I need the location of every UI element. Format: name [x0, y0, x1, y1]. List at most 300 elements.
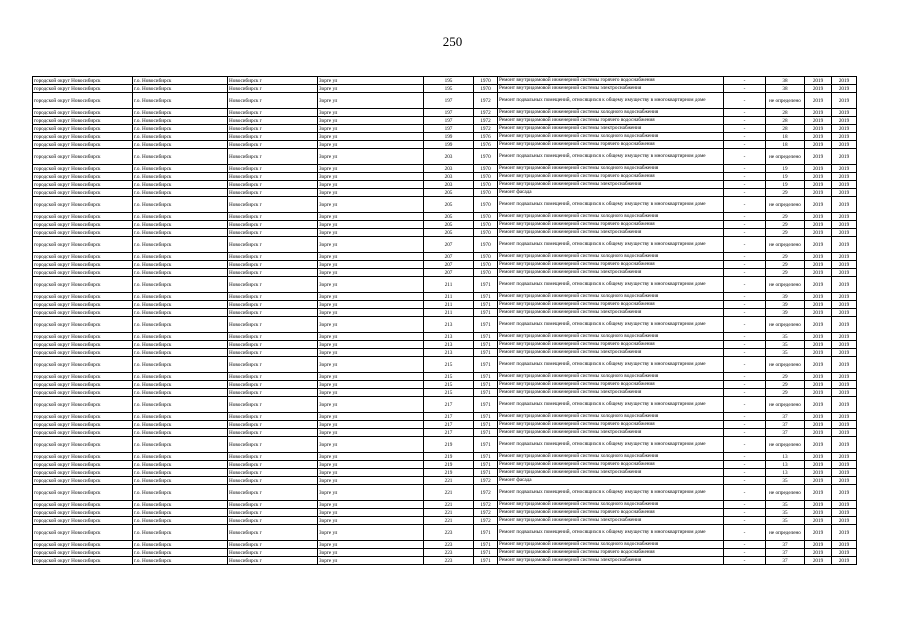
district-cell: г.о. Новосибирск — [133, 429, 228, 437]
city-cell: Новосибирск г — [228, 341, 318, 349]
street-cell: Зорге ул — [318, 117, 424, 125]
build-year-cell: 1970 — [474, 221, 498, 229]
municipality-cell: городской округ Новосибирск — [33, 469, 133, 477]
quantity-cell: не определено — [766, 397, 805, 413]
table-row — [33, 141, 857, 149]
work-type-cell: Ремонт внутридомовой инженерной системы горячего водоснабжения — [498, 381, 724, 389]
house-number-cell: 205 — [424, 229, 474, 237]
quantity-cell: 29 — [766, 261, 805, 269]
district-cell: г.о. Новосибирск — [133, 149, 228, 165]
build-year-cell: 1971 — [474, 429, 498, 437]
quantity-cell: не определено — [766, 437, 805, 453]
work-type-cell: Ремонт внутридомовой инженерной системы горячего водоснабжения — [498, 261, 724, 269]
house-number-cell: 205 — [424, 213, 474, 221]
start-year-cell: 2019 — [805, 181, 832, 189]
dash-cell: - — [724, 309, 766, 317]
build-year-cell: 1971 — [474, 293, 498, 301]
street-cell: Зорге ул — [318, 261, 424, 269]
city-cell: Новосибирск г — [228, 373, 318, 381]
street-cell: Зорге ул — [318, 341, 424, 349]
city-cell: Новосибирск г — [228, 397, 318, 413]
house-number-cell: 211 — [424, 309, 474, 317]
work-type-cell: Ремонт подвальных помещений, относящихся к общему имуществу в многоквартирном доме — [498, 197, 724, 213]
district-cell: г.о. Новосибирск — [133, 269, 228, 277]
quantity-cell: 29 — [766, 213, 805, 221]
work-type-cell: Ремонт подвальных помещений, относящихся к общему имуществу в многоквартирном доме — [498, 93, 724, 109]
dash-cell: - — [724, 501, 766, 509]
build-year-cell: 1972 — [474, 501, 498, 509]
work-type-cell: Ремонт внутридомовой инженерной системы электроснабжения — [498, 181, 724, 189]
dash-cell: - — [724, 557, 766, 565]
quantity-cell: 38 — [766, 77, 805, 85]
quantity-cell: 19 — [766, 165, 805, 173]
district-cell: г.о. Новосибирск — [133, 557, 228, 565]
street-cell: Зорге ул — [318, 197, 424, 213]
district-cell: г.о. Новосибирск — [133, 77, 228, 85]
city-cell: Новосибирск г — [228, 429, 318, 437]
street-cell: Зорге ул — [318, 541, 424, 549]
end-year-cell: 2019 — [832, 141, 857, 149]
start-year-cell: 2019 — [805, 413, 832, 421]
start-year-cell: 2019 — [805, 373, 832, 381]
build-year-cell: 1971 — [474, 421, 498, 429]
build-year-cell: 1971 — [474, 373, 498, 381]
end-year-cell: 2019 — [832, 517, 857, 525]
street-cell: Зорге ул — [318, 357, 424, 373]
house-number-cell: 217 — [424, 421, 474, 429]
end-year-cell: 2019 — [832, 389, 857, 397]
house-number-cell: 213 — [424, 317, 474, 333]
house-number-cell: 219 — [424, 453, 474, 461]
table-row — [33, 149, 857, 165]
municipality-cell: городской округ Новосибирск — [33, 357, 133, 373]
street-cell: Зорге ул — [318, 501, 424, 509]
street-cell: Зорге ул — [318, 485, 424, 501]
page-number: 250 — [442, 34, 463, 49]
district-cell: г.о. Новосибирск — [133, 117, 228, 125]
quantity-cell: 29 — [766, 269, 805, 277]
table-row — [33, 133, 857, 141]
street-cell: Зорге ул — [318, 165, 424, 173]
start-year-cell: 2019 — [805, 517, 832, 525]
street-cell: Зорге ул — [318, 277, 424, 293]
street-cell: Зорге ул — [318, 397, 424, 413]
district-cell: г.о. Новосибирск — [133, 301, 228, 309]
quantity-cell: 18 — [766, 133, 805, 141]
quantity-cell: 19 — [766, 173, 805, 181]
work-type-cell: Ремонт внутридомовой инженерной системы холодного водоснабжения — [498, 333, 724, 341]
work-type-cell: Ремонт внутридомовой инженерной системы электроснабжения — [498, 309, 724, 317]
table-row — [33, 253, 857, 261]
work-type-cell: Ремонт внутридомовой инженерной системы холодного водоснабжения — [498, 133, 724, 141]
dash-cell: - — [724, 453, 766, 461]
dash-cell: - — [724, 421, 766, 429]
quantity-cell: 35 — [766, 501, 805, 509]
dash-cell: - — [724, 541, 766, 549]
district-cell: г.о. Новосибирск — [133, 309, 228, 317]
table-row — [33, 341, 857, 349]
build-year-cell: 1972 — [474, 509, 498, 517]
district-cell: г.о. Новосибирск — [133, 517, 228, 525]
table-row — [33, 485, 857, 501]
end-year-cell: 2019 — [832, 221, 857, 229]
work-type-cell: Ремонт внутридомовой инженерной системы горячего водоснабжения — [498, 117, 724, 125]
house-number-cell: 221 — [424, 509, 474, 517]
district-cell: г.о. Новосибирск — [133, 181, 228, 189]
end-year-cell: 2019 — [832, 549, 857, 557]
dash-cell: - — [724, 229, 766, 237]
table-row — [33, 349, 857, 357]
district-cell: г.о. Новосибирск — [133, 421, 228, 429]
end-year-cell: 2019 — [832, 469, 857, 477]
build-year-cell: 1971 — [474, 541, 498, 549]
table-body — [33, 77, 857, 565]
municipality-cell: городской округ Новосибирск — [33, 541, 133, 549]
district-cell: г.о. Новосибирск — [133, 237, 228, 253]
municipality-cell: городской округ Новосибирск — [33, 477, 133, 485]
build-year-cell: 1971 — [474, 357, 498, 373]
start-year-cell: 2019 — [805, 301, 832, 309]
city-cell: Новосибирск г — [228, 237, 318, 253]
municipality-cell: городской округ Новосибирск — [33, 149, 133, 165]
work-type-cell: Ремонт подвальных помещений, относящихся к общему имуществу в многоквартирном доме — [498, 317, 724, 333]
municipality-cell: городской округ Новосибирск — [33, 165, 133, 173]
table-row — [33, 197, 857, 213]
start-year-cell: 2019 — [805, 421, 832, 429]
end-year-cell: 2019 — [832, 189, 857, 197]
quantity-cell: 28 — [766, 117, 805, 125]
municipality-cell: городской округ Новосибирск — [33, 381, 133, 389]
street-cell: Зорге ул — [318, 149, 424, 165]
municipality-cell: городской округ Новосибирск — [33, 253, 133, 261]
municipality-cell: городской округ Новосибирск — [33, 557, 133, 565]
dash-cell: - — [724, 181, 766, 189]
work-type-cell: Ремонт внутридомовой инженерной системы горячего водоснабжения — [498, 421, 724, 429]
dash-cell: - — [724, 397, 766, 413]
table-row — [33, 269, 857, 277]
build-year-cell: 1970 — [474, 197, 498, 213]
start-year-cell: 2019 — [805, 453, 832, 461]
house-number-cell: 221 — [424, 485, 474, 501]
municipality-cell: городской округ Новосибирск — [33, 373, 133, 381]
work-type-cell: Ремонт внутридомовой инженерной системы холодного водоснабжения — [498, 253, 724, 261]
district-cell: г.о. Новосибирск — [133, 501, 228, 509]
house-number-cell: 197 — [424, 117, 474, 125]
start-year-cell: 2019 — [805, 77, 832, 85]
table-row — [33, 77, 857, 85]
street-cell: Зорге ул — [318, 381, 424, 389]
start-year-cell: 2019 — [805, 261, 832, 269]
work-type-cell: Ремонт подвальных помещений, относящихся к общему имуществу в многоквартирном доме — [498, 397, 724, 413]
end-year-cell: 2019 — [832, 229, 857, 237]
municipality-cell: городской округ Новосибирск — [33, 269, 133, 277]
house-number-cell: 221 — [424, 517, 474, 525]
table-row — [33, 477, 857, 485]
street-cell: Зорге ул — [318, 253, 424, 261]
dash-cell: - — [724, 221, 766, 229]
street-cell: Зорге ул — [318, 77, 424, 85]
street-cell: Зорге ул — [318, 333, 424, 341]
dash-cell: - — [724, 341, 766, 349]
city-cell: Новосибирск г — [228, 261, 318, 269]
street-cell: Зорге ул — [318, 221, 424, 229]
table-row — [33, 277, 857, 293]
work-type-cell: Ремонт подвальных помещений, относящихся к общему имуществу в многоквартирном доме — [498, 149, 724, 165]
municipality-cell: городской округ Новосибирск — [33, 397, 133, 413]
table-row — [33, 541, 857, 549]
city-cell: Новосибирск г — [228, 509, 318, 517]
table-row — [33, 229, 857, 237]
city-cell: Новосибирск г — [228, 349, 318, 357]
house-number-cell: 197 — [424, 93, 474, 109]
table-row — [33, 109, 857, 117]
house-number-cell: 223 — [424, 525, 474, 541]
table-row — [33, 125, 857, 133]
district-cell: г.о. Новосибирск — [133, 109, 228, 117]
municipality-cell: городской округ Новосибирск — [33, 197, 133, 213]
dash-cell: - — [724, 413, 766, 421]
build-year-cell: 1970 — [474, 229, 498, 237]
work-type-cell: Ремонт внутридомовой инженерной системы холодного водоснабжения — [498, 501, 724, 509]
dash-cell: - — [724, 77, 766, 85]
dash-cell: - — [724, 549, 766, 557]
street-cell: Зорге ул — [318, 293, 424, 301]
table-row — [33, 301, 857, 309]
house-number-cell: 207 — [424, 253, 474, 261]
start-year-cell: 2019 — [805, 197, 832, 213]
district-cell: г.о. Новосибирск — [133, 397, 228, 413]
house-number-cell: 217 — [424, 429, 474, 437]
end-year-cell: 2019 — [832, 165, 857, 173]
house-number-cell: 213 — [424, 333, 474, 341]
city-cell: Новосибирск г — [228, 149, 318, 165]
city-cell: Новосибирск г — [228, 229, 318, 237]
municipality-cell: городской округ Новосибирск — [33, 117, 133, 125]
start-year-cell: 2019 — [805, 437, 832, 453]
district-cell: г.о. Новосибирск — [133, 437, 228, 453]
street-cell: Зорге ул — [318, 189, 424, 197]
start-year-cell: 2019 — [805, 221, 832, 229]
build-year-cell: 1971 — [474, 469, 498, 477]
build-year-cell: 1970 — [474, 149, 498, 165]
dash-cell: - — [724, 269, 766, 277]
quantity-cell: 19 — [766, 181, 805, 189]
build-year-cell: 1970 — [474, 189, 498, 197]
street-cell: Зорге ул — [318, 173, 424, 181]
start-year-cell: 2019 — [805, 341, 832, 349]
quantity-cell: 39 — [766, 309, 805, 317]
district-cell: г.о. Новосибирск — [133, 277, 228, 293]
street-cell: Зорге ул — [318, 109, 424, 117]
table-row — [33, 413, 857, 421]
house-number-cell: 219 — [424, 437, 474, 453]
district-cell: г.о. Новосибирск — [133, 173, 228, 181]
quantity-cell: не определено — [766, 277, 805, 293]
work-type-cell: Ремонт внутридомовой инженерной системы горячего водоснабжения — [498, 221, 724, 229]
start-year-cell: 2019 — [805, 477, 832, 485]
end-year-cell: 2019 — [832, 301, 857, 309]
district-cell: г.о. Новосибирск — [133, 317, 228, 333]
street-cell: Зорге ул — [318, 525, 424, 541]
street-cell: Зорге ул — [318, 421, 424, 429]
start-year-cell: 2019 — [805, 125, 832, 133]
work-type-cell: Ремонт внутридомовой инженерной системы холодного водоснабжения — [498, 413, 724, 421]
city-cell: Новосибирск г — [228, 197, 318, 213]
end-year-cell: 2019 — [832, 173, 857, 181]
city-cell: Новосибирск г — [228, 477, 318, 485]
dash-cell: - — [724, 141, 766, 149]
municipality-cell: городской округ Новосибирск — [33, 349, 133, 357]
work-type-cell: Ремонт подвальных помещений, относящихся к общему имуществу в многоквартирном доме — [498, 357, 724, 373]
work-type-cell: Ремонт внутридомовой инженерной системы холодного водоснабжения — [498, 293, 724, 301]
build-year-cell: 1976 — [474, 141, 498, 149]
street-cell: Зорге ул — [318, 93, 424, 109]
work-type-cell: Ремонт внутридомовой инженерной системы электроснабжения — [498, 469, 724, 477]
build-year-cell: 1971 — [474, 461, 498, 469]
street-cell: Зорге ул — [318, 557, 424, 565]
work-type-cell: Ремонт внутридомовой инженерной системы горячего водоснабжения — [498, 301, 724, 309]
city-cell: Новосибирск г — [228, 309, 318, 317]
city-cell: Новосибирск г — [228, 557, 318, 565]
municipality-cell: городской округ Новосибирск — [33, 237, 133, 253]
end-year-cell: 2019 — [832, 149, 857, 165]
municipality-cell: городской округ Новосибирск — [33, 173, 133, 181]
quantity-cell: не определено — [766, 357, 805, 373]
street-cell: Зорге ул — [318, 125, 424, 133]
dash-cell: - — [724, 389, 766, 397]
city-cell: Новосибирск г — [228, 469, 318, 477]
district-cell: г.о. Новосибирск — [133, 549, 228, 557]
start-year-cell: 2019 — [805, 429, 832, 437]
district-cell: г.о. Новосибирск — [133, 261, 228, 269]
table-row — [33, 221, 857, 229]
municipality-cell: городской округ Новосибирск — [33, 277, 133, 293]
municipality-cell: городской округ Новосибирск — [33, 77, 133, 85]
table-row — [33, 333, 857, 341]
end-year-cell: 2019 — [832, 509, 857, 517]
end-year-cell: 2019 — [832, 461, 857, 469]
quantity-cell: не определено — [766, 485, 805, 501]
build-year-cell: 1971 — [474, 413, 498, 421]
house-number-cell: 211 — [424, 277, 474, 293]
end-year-cell: 2019 — [832, 477, 857, 485]
district-cell: г.о. Новосибирск — [133, 125, 228, 133]
district-cell: г.о. Новосибирск — [133, 189, 228, 197]
dash-cell: - — [724, 165, 766, 173]
start-year-cell: 2019 — [805, 541, 832, 549]
work-type-cell: Ремонт подвальных помещений, относящихся к общему имуществу в многоквартирном доме — [498, 485, 724, 501]
city-cell: Новосибирск г — [228, 125, 318, 133]
table-row — [33, 437, 857, 453]
municipality-cell: городской округ Новосибирск — [33, 141, 133, 149]
build-year-cell: 1970 — [474, 237, 498, 253]
district-cell: г.о. Новосибирск — [133, 357, 228, 373]
dash-cell: - — [724, 117, 766, 125]
house-number-cell: 223 — [424, 541, 474, 549]
start-year-cell: 2019 — [805, 309, 832, 317]
start-year-cell: 2019 — [805, 85, 832, 93]
street-cell: Зорге ул — [318, 309, 424, 317]
municipality-cell: городской округ Новосибирск — [33, 437, 133, 453]
build-year-cell: 1971 — [474, 309, 498, 317]
city-cell: Новосибирск г — [228, 437, 318, 453]
build-year-cell: 1972 — [474, 517, 498, 525]
start-year-cell: 2019 — [805, 501, 832, 509]
dash-cell: - — [724, 333, 766, 341]
house-number-cell: 195 — [424, 77, 474, 85]
build-year-cell: 1970 — [474, 253, 498, 261]
house-number-cell: 219 — [424, 461, 474, 469]
city-cell: Новосибирск г — [228, 85, 318, 93]
start-year-cell: 2019 — [805, 93, 832, 109]
city-cell: Новосибирск г — [228, 525, 318, 541]
street-cell: Зорге ул — [318, 85, 424, 93]
city-cell: Новосибирск г — [228, 213, 318, 221]
municipality-cell: городской округ Новосибирск — [33, 389, 133, 397]
street-cell: Зорге ул — [318, 429, 424, 437]
quantity-cell: 35 — [766, 509, 805, 517]
quantity-cell: 28 — [766, 125, 805, 133]
city-cell: Новосибирск г — [228, 381, 318, 389]
street-cell: Зорге ул — [318, 269, 424, 277]
build-year-cell: 1971 — [474, 277, 498, 293]
work-type-cell: Ремонт внутридомовой инженерной системы электроснабжения — [498, 517, 724, 525]
municipality-cell: городской округ Новосибирск — [33, 341, 133, 349]
work-type-cell: Ремонт подвальных помещений, относящихся к общему имуществу в многоквартирном доме — [498, 437, 724, 453]
municipality-cell: городской округ Новосибирск — [33, 413, 133, 421]
district-cell: г.о. Новосибирск — [133, 469, 228, 477]
municipality-cell: городской округ Новосибирск — [33, 421, 133, 429]
quantity-cell: не определено — [766, 149, 805, 165]
quantity-cell: 39 — [766, 293, 805, 301]
municipality-cell: городской округ Новосибирск — [33, 109, 133, 117]
start-year-cell: 2019 — [805, 133, 832, 141]
build-year-cell: 1971 — [474, 381, 498, 389]
city-cell: Новосибирск г — [228, 501, 318, 509]
capital-repair-table — [32, 76, 857, 565]
table-row — [33, 357, 857, 373]
work-type-cell: Ремонт внутридомовой инженерной системы горячего водоснабжения — [498, 77, 724, 85]
build-year-cell: 1971 — [474, 549, 498, 557]
quantity-cell: 35 — [766, 349, 805, 357]
end-year-cell: 2019 — [832, 261, 857, 269]
work-type-cell: Ремонт внутридомовой инженерной системы электроснабжения — [498, 429, 724, 437]
start-year-cell: 2019 — [805, 469, 832, 477]
municipality-cell: городской округ Новосибирск — [33, 229, 133, 237]
build-year-cell: 1976 — [474, 133, 498, 141]
house-number-cell: 207 — [424, 269, 474, 277]
quantity-cell: 29 — [766, 221, 805, 229]
quantity-cell: 29 — [766, 189, 805, 197]
street-cell: Зорге ул — [318, 453, 424, 461]
start-year-cell: 2019 — [805, 525, 832, 541]
quantity-cell: 35 — [766, 341, 805, 349]
municipality-cell: городской округ Новосибирск — [33, 261, 133, 269]
build-year-cell: 1970 — [474, 181, 498, 189]
start-year-cell: 2019 — [805, 293, 832, 301]
municipality-cell: городской округ Новосибирск — [33, 525, 133, 541]
work-type-cell: Ремонт внутридомовой инженерной системы холодного водоснабжения — [498, 373, 724, 381]
quantity-cell: 29 — [766, 381, 805, 389]
district-cell: г.о. Новосибирск — [133, 525, 228, 541]
end-year-cell: 2019 — [832, 333, 857, 341]
municipality-cell: городской округ Новосибирск — [33, 213, 133, 221]
dash-cell: - — [724, 381, 766, 389]
work-type-cell: Ремонт внутридомовой инженерной системы горячего водоснабжения — [498, 549, 724, 557]
table-row — [33, 557, 857, 565]
district-cell: г.о. Новосибирск — [133, 349, 228, 357]
end-year-cell: 2019 — [832, 197, 857, 213]
